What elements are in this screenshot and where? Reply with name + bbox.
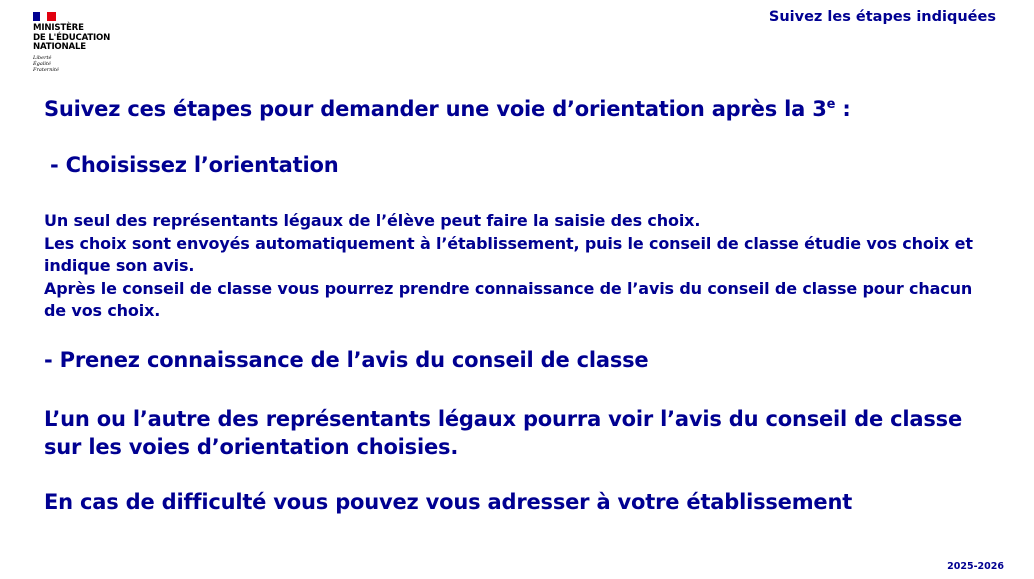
- ministry-name-line: MINISTÈRE: [33, 23, 84, 33]
- info-paragraph: L’un ou l’autre des représentants légaux pourra voir l’avis du conseil de classe sur les voies d’orientation choisies.: [44, 407, 962, 459]
- step-choose-orientation: - Choisissez l’orientation: [50, 153, 339, 177]
- page-heading: [44, 97, 851, 121]
- detail-paragraph: Un seul des représentants légaux de l’élève peut faire la saisie des choix.: [44, 211, 701, 230]
- ministry-name-line: DE L'ÉDUCATION: [33, 32, 111, 43]
- ministry-logo: [33, 12, 143, 73]
- motto-line: Liberté: [33, 54, 52, 61]
- help-paragraph: En cas de difficulté vous pouvez vous adresser à votre établissement: [44, 490, 853, 514]
- detail-paragraph: Après le conseil de classe vous pourrez prendre connaissance de l’avis du conseil de classe pour chacun de vos choix.: [44, 278, 973, 320]
- header-title: Suivez les étapes indiquées: [768, 9, 996, 25]
- step-view-council-opinion: - Prenez connaissance de l’avis du conseil de classe: [44, 348, 649, 372]
- republic-motto: [33, 55, 143, 73]
- detail-paragraph: Les choix sont envoyés automatiquement à l’établissement, puis le conseil de classe étudie vos choix et indique son avis.: [44, 233, 973, 275]
- heading-suffix: :: [835, 97, 851, 121]
- step-details: [44, 210, 984, 323]
- ministry-name: [33, 24, 143, 53]
- heading-superscript: e: [826, 97, 836, 112]
- motto-line: Fraternité: [33, 66, 59, 73]
- marianne-flag-icon: [33, 12, 143, 21]
- heading-text: Suivez ces étapes pour demander une voie d’orientation après la 3: [44, 97, 827, 121]
- motto-line: Égalité: [33, 60, 51, 67]
- school-year: 2025-2026: [947, 561, 1004, 572]
- ministry-name-line: NATIONALE: [33, 42, 86, 53]
